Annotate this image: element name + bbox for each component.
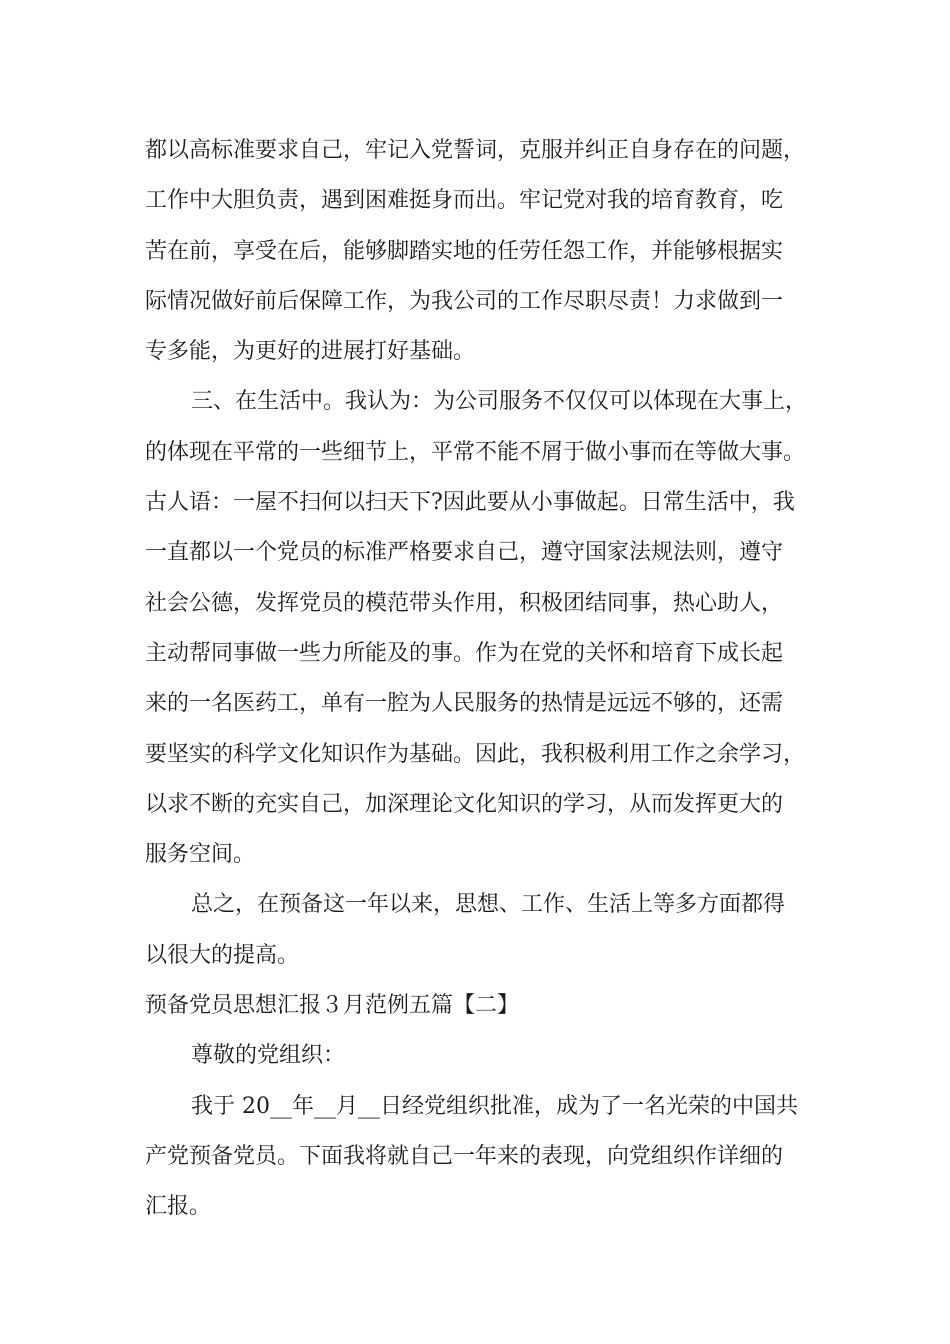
text-line: 来的一名医药工，单有一腔为人民服务的热情是远远不够的，还需 [145,691,784,717]
text-line: 一直都以一个党员的标准严格要求自己，遵守国家法规法则，遵守 [145,540,784,566]
text-line: 的体现在平常的一些细节上，平常不能不屑于做小事而在等做大事。 [145,439,806,465]
paragraph-start-line: 我于 20__年__月__日经党组织批准，成为了一名光荣的中国共 [191,1093,798,1119]
document-body [145,126,835,1233]
text-line: 以求不断的充实自己，加深理论文化知识的学习，从而发挥更大的 [145,791,784,817]
text-line: 产党预备党员。下面我将就自己一年来的表现，向党组织作详细的 [145,1143,784,1169]
text-line: 社会公德，发挥党员的模范带头作用，积极团结同事，热心助人， [145,590,784,616]
text-line: 古人语：一屋不扫何以扫天下?因此要从小事做起。日常生活中，我 [145,490,795,516]
text-line: 以很大的提高。 [145,942,300,968]
text-line: 主动帮同事做一些力所能及的事。作为在党的关怀和培育下成长起 [145,640,784,666]
text-line: 专多能，为更好的进展打好基础。 [145,339,476,365]
paragraph-start-line: 三、在生活中。我认为：为公司服务不仅仅可以体现在大事上， [191,389,808,415]
paragraph-start-line: 总之，在预备这一年以来，思想、工作、生活上等多方面都得 [191,892,786,918]
text-line: 服务空间。 [145,842,256,868]
text-line: 苦在前，享受在后，能够脚踏实地的任劳任怨工作，并能够根据实 [145,238,784,264]
text-line: 要坚实的科学文化知识作为基础。因此，我积极利用工作之余学习， [145,741,806,767]
text-line: 汇报。 [145,1194,212,1220]
salutation: 尊敬的党组织： [191,1043,346,1069]
text-line: 都以高标准要求自己，牢记入党誓词，克服并纠正自身存在的问题， [145,138,806,163]
text-line: 工作中大胆负责，遇到困难挺身而出。牢记党对我的培育教育，吃 [145,188,784,214]
section-heading: 预备党员思想汇报３月范例五篇【二】 [145,993,520,1019]
text-line: 际情况做好前后保障工作，为我公司的工作尽职尽责！力求做到一 [145,288,784,314]
